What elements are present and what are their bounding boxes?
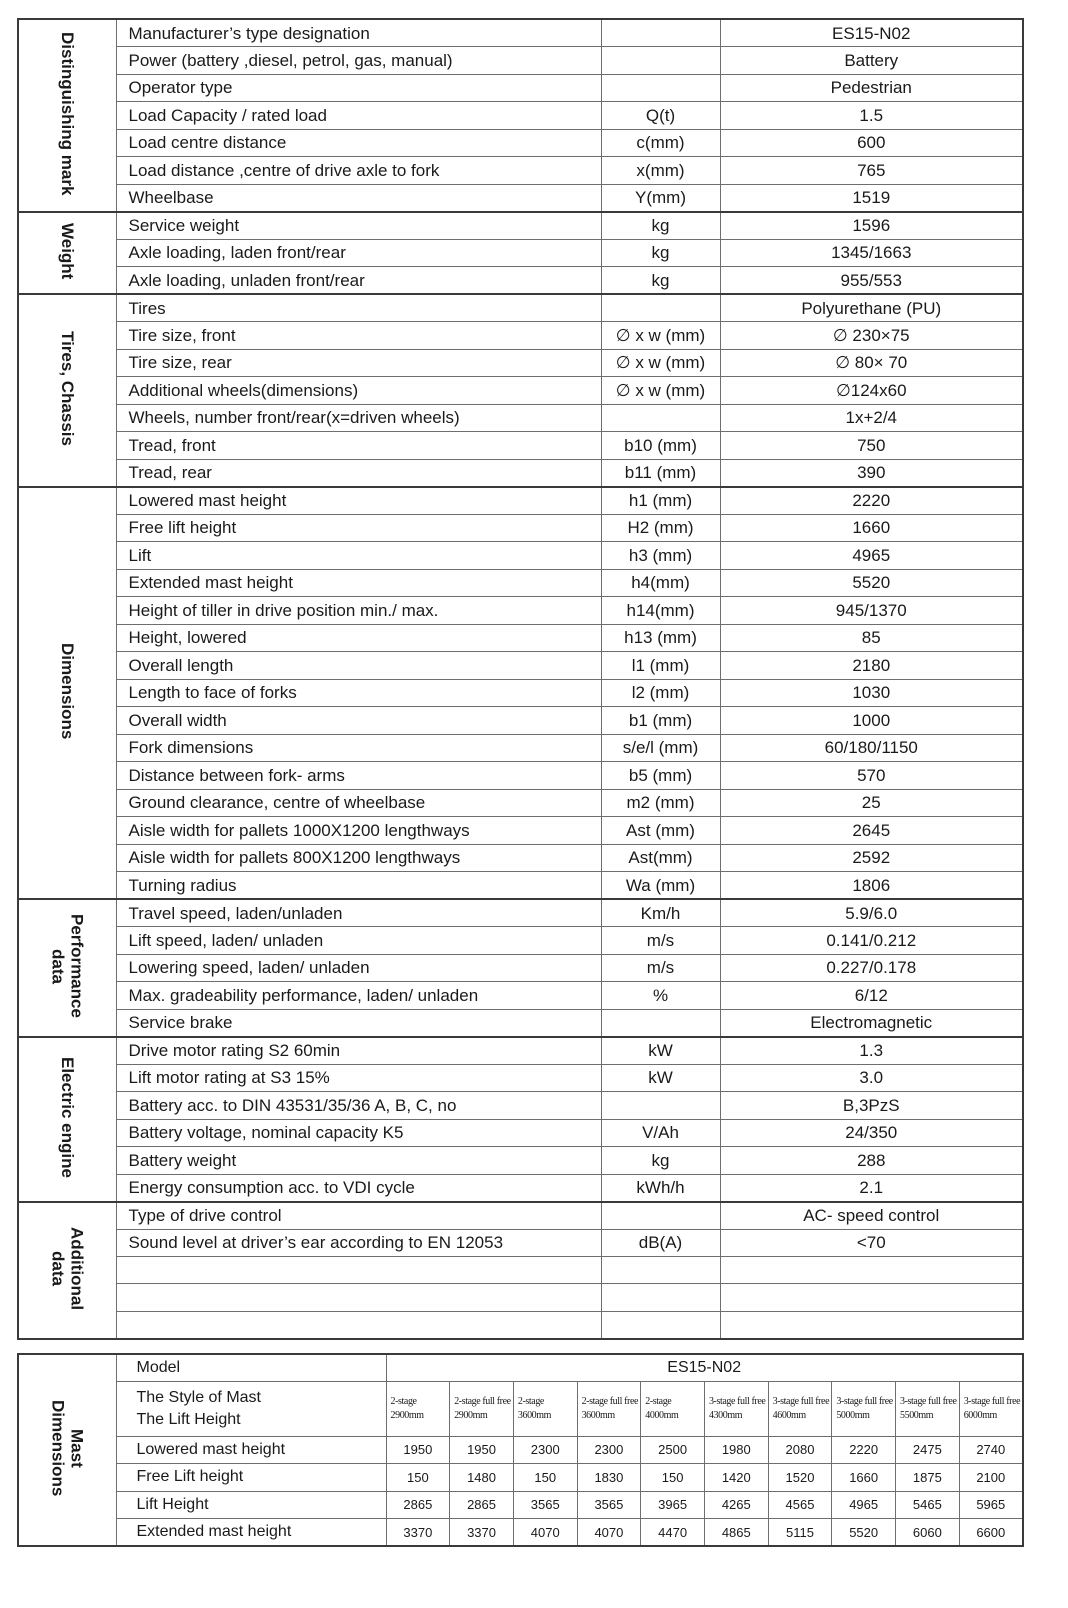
spec-row <box>18 679 1023 707</box>
spec-label: Operator type <box>116 74 601 102</box>
spec-unit: Q(t) <box>601 102 720 130</box>
section-title <box>18 1037 116 1202</box>
spec-value: ∅ 80× 70 <box>720 349 1023 377</box>
spec-value: 85 <box>720 624 1023 652</box>
spec-row <box>18 514 1023 542</box>
spec-value: 955/553 <box>720 267 1023 295</box>
mast-style-row <box>18 1381 1023 1436</box>
spec-label: Additional wheels(dimensions) <box>116 377 601 405</box>
spec-unit <box>601 74 720 102</box>
spec-row <box>18 1147 1023 1175</box>
mast-value: 1420 <box>704 1464 768 1492</box>
mast-style: 2-stage <box>390 1395 417 1407</box>
mast-value: 1950 <box>450 1436 514 1464</box>
spec-unit: kWh/h <box>601 1174 720 1202</box>
spec-value: 765 <box>720 157 1023 185</box>
spec-unit: kW <box>601 1037 720 1065</box>
spec-row <box>18 1009 1023 1037</box>
spec-value: 1.3 <box>720 1037 1023 1065</box>
spec-unit: ∅ x w (mm) <box>601 377 720 405</box>
mast-value: 2865 <box>386 1491 450 1519</box>
mast-style-cell <box>641 1381 705 1436</box>
spec-row <box>18 1037 1023 1065</box>
section-title-text: Electric engine <box>57 1057 77 1178</box>
spec-label: Power (battery ,diesel, petrol, gas, manual) <box>116 47 601 75</box>
spec-row <box>18 707 1023 735</box>
spec-row <box>18 459 1023 487</box>
spec-label <box>116 1284 601 1311</box>
spec-value: 25 <box>720 789 1023 817</box>
spec-value: 600 <box>720 129 1023 157</box>
spec-unit: l1 (mm) <box>601 652 720 680</box>
spec-row <box>18 1174 1023 1202</box>
spec-value: 1345/1663 <box>720 239 1023 267</box>
section-title <box>18 212 116 295</box>
spec-label: Ground clearance, centre of wheelbase <box>116 789 601 817</box>
mast-style: 3-stage full free <box>708 1395 766 1407</box>
spec-label: Battery acc. to DIN 43531/35/36 A, B, C, no <box>116 1092 601 1120</box>
spec-label: Max. gradeability performance, laden/ unladen <box>116 982 601 1010</box>
spec-value: 24/350 <box>720 1119 1023 1147</box>
spec-value: 2592 <box>720 844 1023 872</box>
mast-value: 3565 <box>577 1491 641 1519</box>
spec-row <box>18 432 1023 460</box>
spec-label: Tread, rear <box>116 459 601 487</box>
spec-unit: Ast(mm) <box>601 844 720 872</box>
mast-value: 1480 <box>450 1464 514 1492</box>
mast-value: 5520 <box>832 1519 896 1547</box>
spec-unit <box>601 404 720 432</box>
mast-value: 4470 <box>641 1519 705 1547</box>
spec-value <box>720 1311 1023 1338</box>
spec-unit: ∅ x w (mm) <box>601 322 720 350</box>
spec-label: Aisle width for pallets 800X1200 lengthways <box>116 844 601 872</box>
spec-row <box>18 487 1023 515</box>
spec-unit: ∅ x w (mm) <box>601 349 720 377</box>
mast-style: 2-stage full free <box>454 1395 511 1407</box>
spec-label: Tire size, rear <box>116 349 601 377</box>
spec-label: Extended mast height <box>116 569 601 597</box>
spec-unit: b1 (mm) <box>601 707 720 735</box>
spec-label: Axle loading, laden front/rear <box>116 239 601 267</box>
spec-unit: V/Ah <box>601 1119 720 1147</box>
section-title-text: Additional data <box>48 1227 87 1311</box>
spec-value: 2220 <box>720 487 1023 515</box>
spec-unit: Km/h <box>601 899 720 927</box>
spec-unit: b11 (mm) <box>601 459 720 487</box>
spec-value: 0.227/0.178 <box>720 954 1023 982</box>
spec-row <box>18 872 1023 900</box>
spec-value: Electromagnetic <box>720 1009 1023 1037</box>
spec-label: Height, lowered <box>116 624 601 652</box>
spec-row <box>18 1229 1023 1257</box>
section-title <box>18 294 116 487</box>
spec-unit: s/e/l (mm) <box>601 734 720 762</box>
mast-style-cell <box>386 1381 450 1436</box>
spec-value: 1030 <box>720 679 1023 707</box>
spec-value: 1596 <box>720 212 1023 240</box>
spec-label: Manufacturer’s type designation <box>116 19 601 47</box>
spec-unit: h3 (mm) <box>601 542 720 570</box>
mast-value: 3965 <box>641 1491 705 1519</box>
mast-value: 4965 <box>832 1491 896 1519</box>
spec-value: Polyurethane (PU) <box>720 294 1023 322</box>
mast-value: 3370 <box>450 1519 514 1547</box>
spec-row <box>18 212 1023 240</box>
spec-row <box>18 1284 1023 1311</box>
mast-row-label: Free Lift height <box>116 1464 386 1492</box>
mast-value: 2500 <box>641 1436 705 1464</box>
spec-unit: Y(mm) <box>601 184 720 212</box>
spec-label: Service weight <box>116 212 601 240</box>
spec-value: 2180 <box>720 652 1023 680</box>
section-title-text: Weight <box>57 223 77 280</box>
spec-unit: kg <box>601 1147 720 1175</box>
mast-height: 4000mm <box>645 1409 679 1421</box>
spec-unit <box>601 1092 720 1120</box>
mast-value: 2100 <box>959 1464 1023 1492</box>
spec-row <box>18 19 1023 47</box>
spec-unit: h1 (mm) <box>601 487 720 515</box>
mast-row-label: Lowered mast height <box>116 1436 386 1464</box>
spec-label: Tire size, front <box>116 322 601 350</box>
section-title <box>18 487 116 900</box>
spec-value: 60/180/1150 <box>720 734 1023 762</box>
spec-unit <box>601 294 720 322</box>
mast-value: 1950 <box>386 1436 450 1464</box>
spec-row <box>18 954 1023 982</box>
spec-label: Travel speed, laden/unladen <box>116 899 601 927</box>
spec-value: 390 <box>720 459 1023 487</box>
spec-row <box>18 294 1023 322</box>
spec-row <box>18 1064 1023 1092</box>
spec-unit: dB(A) <box>601 1229 720 1257</box>
spec-value: 1000 <box>720 707 1023 735</box>
section-title <box>18 899 116 1037</box>
mast-value: 1520 <box>768 1464 832 1492</box>
mast-style: 3-stage full free <box>836 1395 893 1407</box>
spec-value: 6/12 <box>720 982 1023 1010</box>
mast-value: 5465 <box>896 1491 960 1519</box>
spec-unit: kg <box>601 267 720 295</box>
mast-value: 4565 <box>768 1491 832 1519</box>
spec-value <box>720 1284 1023 1311</box>
spec-unit: c(mm) <box>601 129 720 157</box>
spec-unit: kg <box>601 212 720 240</box>
spec-label: Tread, front <box>116 432 601 460</box>
spec-unit <box>601 19 720 47</box>
mast-value: 1660 <box>832 1464 896 1492</box>
spec-value: Pedestrian <box>720 74 1023 102</box>
spec-label: Overall width <box>116 707 601 735</box>
spec-row <box>18 1092 1023 1120</box>
spec-unit: x(mm) <box>601 157 720 185</box>
spec-row <box>18 734 1023 762</box>
spec-row <box>18 789 1023 817</box>
spec-label: Battery weight <box>116 1147 601 1175</box>
spec-value: 3.0 <box>720 1064 1023 1092</box>
spec-label: Height of tiller in drive position min./ max. <box>116 597 601 625</box>
spec-value: B,3PzS <box>720 1092 1023 1120</box>
style-label-height: The Lift Height <box>136 1410 241 1428</box>
spec-value: 0.141/0.212 <box>720 927 1023 955</box>
mast-value: 6060 <box>896 1519 960 1547</box>
section-title <box>18 19 116 212</box>
style-label-mast: The Style of Mast <box>136 1388 261 1406</box>
specification-table <box>17 18 1024 1340</box>
spec-label: Aisle width for pallets 1000X1200 lengthways <box>116 817 601 845</box>
spec-value: 1.5 <box>720 102 1023 130</box>
spec-value: 1519 <box>720 184 1023 212</box>
spec-value: 1806 <box>720 872 1023 900</box>
spec-label: Load Capacity / rated load <box>116 102 601 130</box>
spec-unit: h4(mm) <box>601 569 720 597</box>
spec-unit: kW <box>601 1064 720 1092</box>
spec-unit <box>601 1311 720 1338</box>
spec-value: ∅124x60 <box>720 377 1023 405</box>
spec-unit: h14(mm) <box>601 597 720 625</box>
spec-row <box>18 542 1023 570</box>
spec-label: Energy consumption acc. to VDI cycle <box>116 1174 601 1202</box>
mast-value: 150 <box>641 1464 705 1492</box>
spec-row <box>18 102 1023 130</box>
mast-value: 4070 <box>513 1519 577 1547</box>
spec-label: Distance between fork- arms <box>116 762 601 790</box>
mast-row <box>18 1436 1023 1464</box>
spec-label: Drive motor rating S2 60min <box>116 1037 601 1065</box>
spec-row <box>18 184 1023 212</box>
spec-unit <box>601 1202 720 1230</box>
spec-label: Tires <box>116 294 601 322</box>
spec-row <box>18 899 1023 927</box>
spec-row <box>18 1311 1023 1338</box>
spec-value: 570 <box>720 762 1023 790</box>
spec-label: Turning radius <box>116 872 601 900</box>
section-title-text: Performance data <box>48 914 87 1019</box>
style-label <box>116 1381 386 1436</box>
spec-row <box>18 569 1023 597</box>
mast-style: 3-stage full free <box>900 1395 957 1407</box>
mast-value: 1875 <box>896 1464 960 1492</box>
spec-row <box>18 267 1023 295</box>
spec-value: 2645 <box>720 817 1023 845</box>
mast-style: 3-stage full free <box>772 1395 830 1407</box>
model-value: ES15-N02 <box>386 1354 1023 1381</box>
spec-label: Length to face of forks <box>116 679 601 707</box>
spec-value: ES15-N02 <box>720 19 1023 47</box>
spec-label: Lowering speed, laden/ unladen <box>116 954 601 982</box>
mast-row-label: Extended mast height <box>116 1519 386 1547</box>
spec-row <box>18 322 1023 350</box>
mast-value: 4070 <box>577 1519 641 1547</box>
mast-value: 150 <box>513 1464 577 1492</box>
spec-row <box>18 624 1023 652</box>
mast-height: 5000mm <box>836 1409 870 1421</box>
mast-value: 4265 <box>704 1491 768 1519</box>
spec-row <box>18 377 1023 405</box>
mast-height: 4600mm <box>772 1409 806 1421</box>
mast-value: 1830 <box>577 1464 641 1492</box>
mast-style-cell <box>896 1381 960 1436</box>
spec-label: Wheelbase <box>116 184 601 212</box>
mast-height: 3600mm <box>581 1409 615 1421</box>
spec-label: Fork dimensions <box>116 734 601 762</box>
spec-unit: b5 (mm) <box>601 762 720 790</box>
section-title-text: Dimensions <box>57 643 77 740</box>
spec-row <box>18 982 1023 1010</box>
spec-unit: % <box>601 982 720 1010</box>
section-title-text: Mast Dimensions <box>48 1399 87 1497</box>
spec-row <box>18 844 1023 872</box>
spec-row <box>18 652 1023 680</box>
mast-value: 1980 <box>704 1436 768 1464</box>
mast-row <box>18 1491 1023 1519</box>
spec-row <box>18 927 1023 955</box>
spec-unit: H2 (mm) <box>601 514 720 542</box>
spec-value: 750 <box>720 432 1023 460</box>
spec-value: 5520 <box>720 569 1023 597</box>
spec-label: Free lift height <box>116 514 601 542</box>
spec-row <box>18 129 1023 157</box>
mast-height: 6000mm <box>963 1409 997 1421</box>
mast-style-cell <box>959 1381 1023 1436</box>
mast-value: 4865 <box>704 1519 768 1547</box>
spec-label: Load centre distance <box>116 129 601 157</box>
spec-row <box>18 349 1023 377</box>
mast-style-cell <box>450 1381 514 1436</box>
spec-unit: kg <box>601 239 720 267</box>
spec-value: 2.1 <box>720 1174 1023 1202</box>
spec-value: 4965 <box>720 542 1023 570</box>
spec-unit <box>601 1284 720 1311</box>
spec-unit: l2 (mm) <box>601 679 720 707</box>
mast-style: 2-stage <box>645 1395 672 1407</box>
spec-value: Battery <box>720 47 1023 75</box>
mast-row <box>18 1519 1023 1547</box>
mast-height: 4300mm <box>708 1409 743 1421</box>
mast-value: 2300 <box>577 1436 641 1464</box>
mast-height: 3600mm <box>517 1409 552 1421</box>
mast-value: 2865 <box>450 1491 514 1519</box>
spec-value: AC- speed control <box>720 1202 1023 1230</box>
mast-style: 2-stage full free <box>581 1395 639 1407</box>
spec-row <box>18 597 1023 625</box>
mast-style: 2-stage <box>517 1395 544 1407</box>
spec-label: Load distance ,centre of drive axle to fork <box>116 157 601 185</box>
spec-row <box>18 239 1023 267</box>
spec-label: Wheels, number front/rear(x=driven wheels) <box>116 404 601 432</box>
mast-row-label: Lift Height <box>116 1491 386 1519</box>
spec-value <box>720 1257 1023 1284</box>
spec-unit: h13 (mm) <box>601 624 720 652</box>
spec-label: Sound level at driver’s ear according to EN 12053 <box>116 1229 601 1257</box>
section-title-text: Tires, Chassis <box>57 331 77 447</box>
mast-model-row <box>18 1354 1023 1381</box>
mast-style-cell <box>832 1381 896 1436</box>
spec-row <box>18 817 1023 845</box>
spec-label: Type of drive control <box>116 1202 601 1230</box>
spec-row <box>18 1119 1023 1147</box>
mast-style-cell <box>513 1381 577 1436</box>
spec-row <box>18 762 1023 790</box>
spec-unit <box>601 47 720 75</box>
mast-value: 5115 <box>768 1519 832 1547</box>
spec-label <box>116 1257 601 1284</box>
spec-row <box>18 47 1023 75</box>
spec-label <box>116 1311 601 1338</box>
spec-row <box>18 74 1023 102</box>
section-title <box>18 1354 116 1546</box>
mast-height: 2900mm <box>454 1409 488 1421</box>
spec-unit: Ast (mm) <box>601 817 720 845</box>
spec-unit: Wa (mm) <box>601 872 720 900</box>
mast-dimensions-table <box>17 1353 1024 1547</box>
mast-value: 2080 <box>768 1436 832 1464</box>
mast-value: 2475 <box>896 1436 960 1464</box>
section-title-text: Distinguishing mark <box>57 32 77 196</box>
mast-style-cell <box>704 1381 768 1436</box>
mast-value: 3565 <box>513 1491 577 1519</box>
mast-value: 3370 <box>386 1519 450 1547</box>
mast-row <box>18 1464 1023 1492</box>
spec-label: Axle loading, unladen front/rear <box>116 267 601 295</box>
spec-row <box>18 1257 1023 1284</box>
spec-row <box>18 1202 1023 1230</box>
spec-value: 5.9/6.0 <box>720 899 1023 927</box>
spec-value: <70 <box>720 1229 1023 1257</box>
spec-row <box>18 404 1023 432</box>
spec-label: Lift speed, laden/ unladen <box>116 927 601 955</box>
section-title <box>18 1202 116 1339</box>
spec-label: Lift <box>116 542 601 570</box>
spec-label: Service brake <box>116 1009 601 1037</box>
mast-value: 2300 <box>513 1436 577 1464</box>
spec-unit: m/s <box>601 927 720 955</box>
mast-value: 6600 <box>959 1519 1023 1547</box>
model-label: Model <box>116 1354 386 1381</box>
spec-value: 1660 <box>720 514 1023 542</box>
mast-style-cell <box>768 1381 832 1436</box>
spec-row <box>18 157 1023 185</box>
mast-value: 5965 <box>959 1491 1023 1519</box>
mast-style-cell <box>577 1381 641 1436</box>
mast-height: 5500mm <box>900 1409 934 1421</box>
spec-value: ∅ 230×75 <box>720 322 1023 350</box>
mast-value: 150 <box>386 1464 450 1492</box>
spec-value: 288 <box>720 1147 1023 1175</box>
spec-label: Lift motor rating at S3 15% <box>116 1064 601 1092</box>
spec-unit: m2 (mm) <box>601 789 720 817</box>
spec-label: Lowered mast height <box>116 487 601 515</box>
spec-unit <box>601 1009 720 1037</box>
mast-height: 2900mm <box>390 1409 424 1421</box>
spec-unit: m/s <box>601 954 720 982</box>
spec-label: Overall length <box>116 652 601 680</box>
mast-value: 2740 <box>959 1436 1023 1464</box>
spec-label: Battery voltage, nominal capacity K5 <box>116 1119 601 1147</box>
mast-value: 2220 <box>832 1436 896 1464</box>
mast-style: 3-stage full free <box>963 1395 1021 1407</box>
spec-value: 945/1370 <box>720 597 1023 625</box>
spec-unit <box>601 1257 720 1284</box>
spec-unit: b10 (mm) <box>601 432 720 460</box>
spec-value: 1x+2/4 <box>720 404 1023 432</box>
